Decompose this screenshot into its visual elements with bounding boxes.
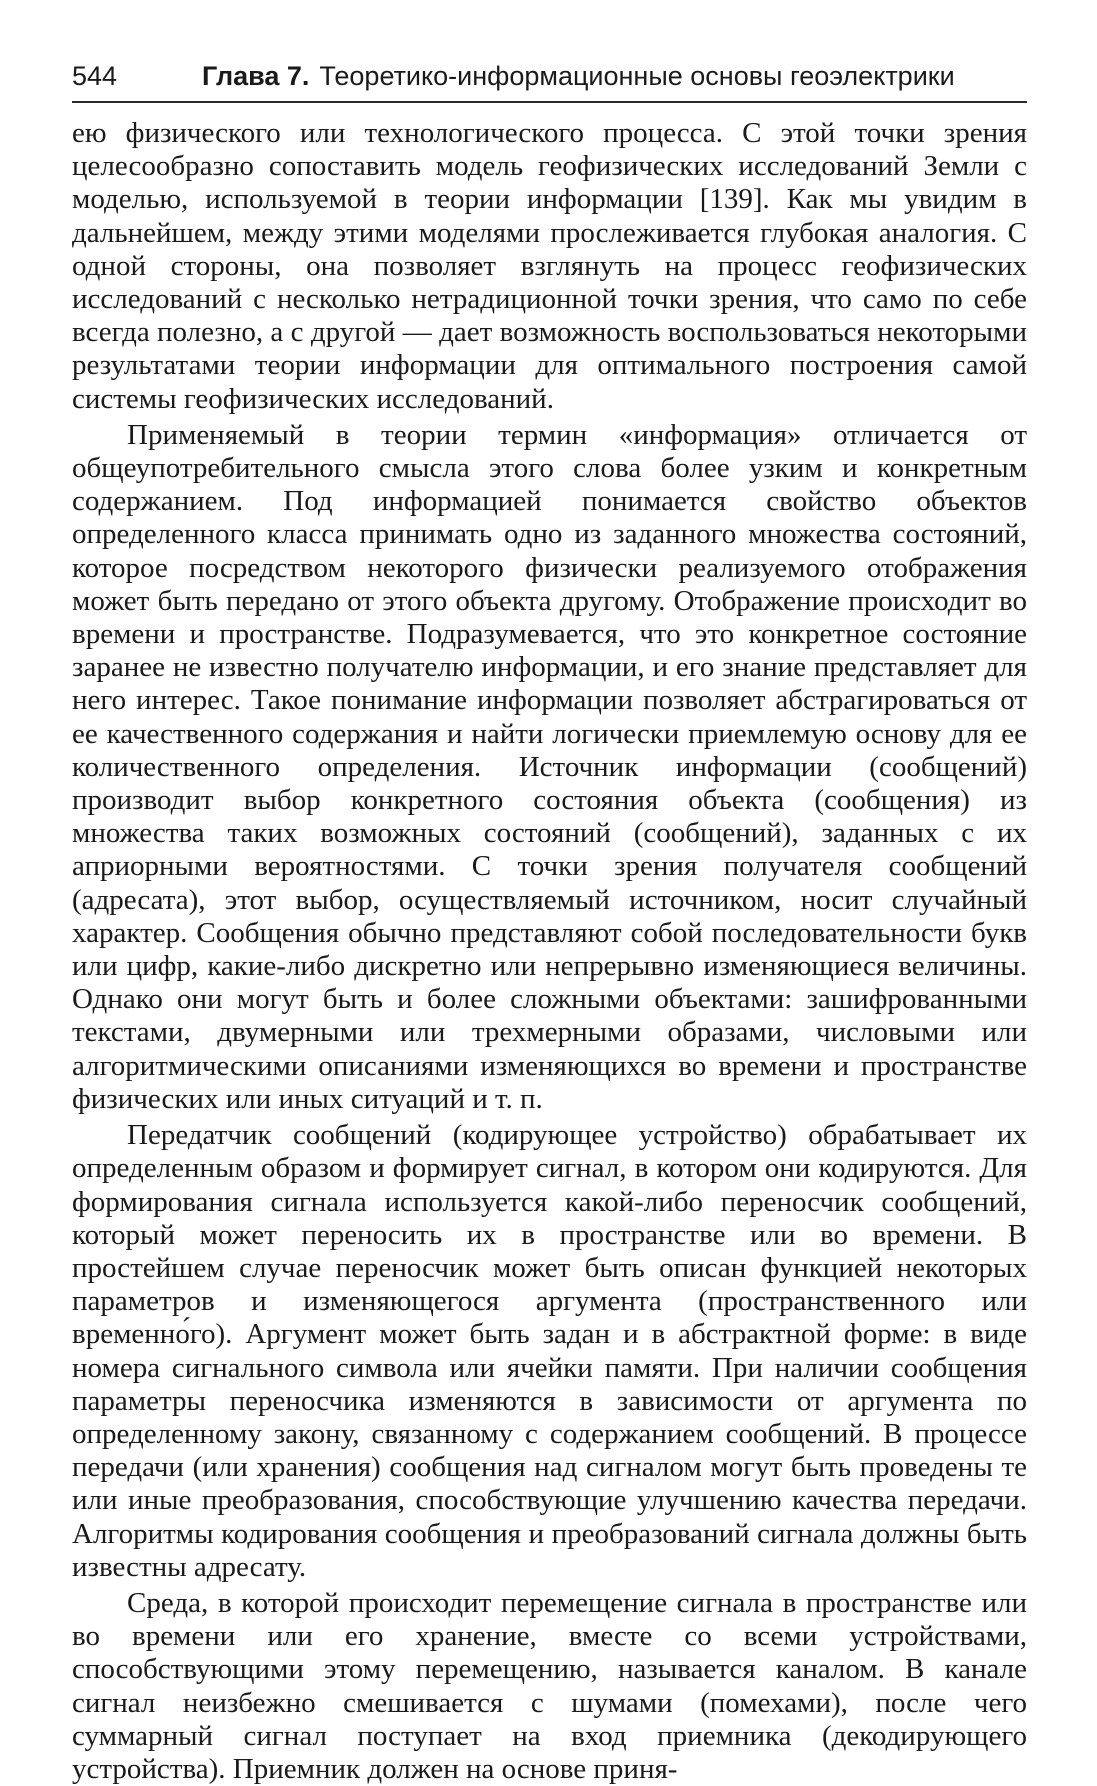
chapter-label: Глава 7. (202, 61, 310, 91)
paragraph-transmitter: Передатчик сообщений (кодирующее устройство) обрабатывает их определенным образом и формирует сигнал, в котором они кодируются. Для формирования сигнала используется какой-либо переносчик сообщений, который может переносить их в пространстве или во времени. В простейшем случае переносчик может быть описан функцией некоторых параметров и изменяющегося аргумента (пространственного или временно́го). Аргумент может быть задан и в абстрактной форме: в виде номера сигнального символа или ячейки памяти. При наличии сообщения параметры переносчика изменяются в зависимости от аргумента по определенному закону, связанному с содержанием сообщений. В процессе передачи (или хранения) сообщения над сигналом могут быть проведены те или иные преобразования, способствующие улучшению качества передачи. Алгоритмы кодирования сообщения и преобразований сигнала должны быть известны адресату. (72, 1119, 1027, 1583)
paragraph-information-term: Применяемый в теории термин «информация» отличается от общеупотребительного смысла этого слова более узким и конкретным содержанием. Под информацией понимается свойство объектов определенного класса принимать одно из заданного множества состояний, которое посредством некоторого физически реализуемого отображения может быть передано от этого объекта другому. Отображение происходит во времени и пространстве. Подразумевается, что это конкретное состояние заранее не известно получателю информации, и его знание представляет для него интерес. Такое понимание информации позволяет абстрагироваться от ее качественного содержания и найти логически приемлемую основу для ее количественного определения. Источник информации (сообщений) производит выбор конкретного состояния объекта (сообщения) из множества таких возможных состояний (сообщений), заданных с их априорными вероятностями. С точки зрения получателя сообщений (адресата), этот выбор, осуществляемый источником, носит случайный характер. Сообщения обычно представляют собой последовательности букв или цифр, какие-либо дискретно или непрерывно изменяющиеся величины. Однако они могут быть и более сложными объектами: зашифрованными текстами, двумерными или трехмерными образами, числовыми или алгоритмическими описаниями изменяющихся во времени и пространстве физических или иных ситуаций и т. п. (72, 418, 1027, 1115)
paragraph-channel: Среда, в которой происходит перемещение сигнала в пространстве или во времени или его хранение, вместе со всеми устройствами, способствующими этому перемещению, называется каналом. В канале сигнал неизбежно смешивается с шумами (помехами), после чего суммарный сигнал поступает на вход приемника (декодирующего устройства). Приемник должен на основе приня- (72, 1586, 1027, 1785)
page-number: 544 (72, 61, 118, 91)
paragraph-continuation: ею физического или технологического процесса. С этой точки зрения целесообразно сопоставить модель геофизических исследований Земли с моделью, используемой в теории информации [139]. Как мы увидим в дальнейшем, между этими моделями прослеживается глубокая аналогия. С одной стороны, она позволяет взглянуть на процесс геофизических исследований с несколько нетрадиционной точки зрения, что само по себе всегда полезно, а с другой — дает возможность воспользоваться некоторыми результатами теории информации для оптимального построения самой системы геофизических исследований. (72, 117, 1027, 415)
book-page (72, 58, 1027, 1786)
chapter-title: Теоретико-информационные основы геоэлектрики (319, 61, 955, 91)
running-header (72, 58, 1027, 103)
body-text (72, 117, 1027, 1786)
